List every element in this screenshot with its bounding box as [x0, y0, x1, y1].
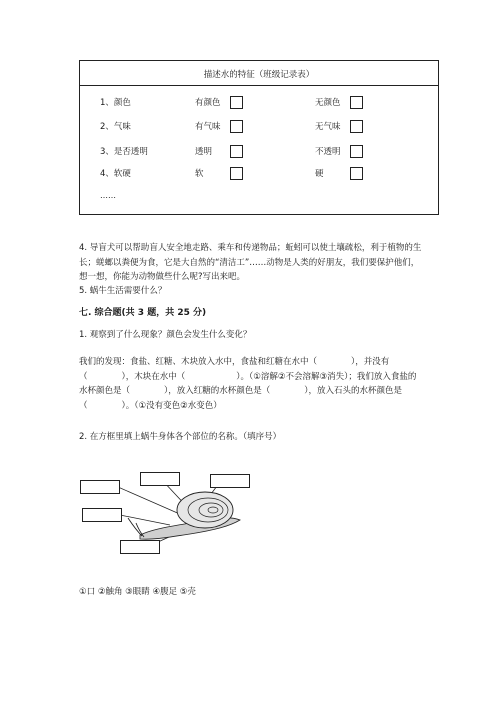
row-label: 4、软硬 [100, 169, 131, 179]
option-a-label: 软 [195, 169, 204, 179]
checkbox-b[interactable] [350, 167, 363, 180]
comprehensive-q1: 1. 观察到了什么现象？颜色会发生什么变化？ [79, 330, 252, 340]
section-7-heading: 七. 综合题(共 3 题，共 25 分) [79, 308, 207, 318]
option-b-label: 硬 [315, 169, 324, 179]
row-label: 3、是否透明 [100, 147, 148, 157]
title-divider [80, 85, 438, 86]
record-row-smell [80, 118, 438, 136]
record-ellipsis: …… [100, 191, 116, 200]
checkbox-b[interactable] [350, 145, 363, 158]
label-box-3[interactable] [210, 474, 250, 488]
label-box-2[interactable] [140, 472, 180, 486]
record-table-title: 描述水的特征（班级记录表） [203, 70, 315, 80]
row-label: 2、气味 [100, 122, 131, 132]
record-table [79, 60, 439, 215]
record-row-transparency [80, 143, 438, 161]
checkbox-a[interactable] [230, 120, 243, 133]
option-a-label: 有气味 [195, 122, 221, 132]
option-a-label: 透明 [195, 147, 213, 157]
snail-part-options: ①口 ②触角 ③眼睛 ④腹足 ⑤壳 [79, 587, 196, 597]
checkbox-a[interactable] [230, 167, 243, 180]
label-box-1[interactable] [80, 480, 120, 494]
snail-diagram [70, 460, 260, 570]
comprehensive-q1-answer: 我们的发现：食盐、红糖、木块放入水中，食盐和红糖在水中（ ），并没有（ ），木块在水中（ ）。（①溶解②不会溶解③消失）；我们放入食盐的水杯颜色是（ ），放入红糖的水杯颜色是（ ），放入石头的水杯颜色是（ ）。（①没有变色②水变色） [79, 357, 417, 411]
checkbox-b[interactable] [350, 96, 363, 109]
option-b-label: 无颜色 [315, 98, 341, 108]
label-box-5[interactable] [120, 540, 160, 554]
row-label: 1、颜色 [100, 98, 131, 108]
option-b-label: 无气味 [315, 122, 341, 132]
question-4: 4. 导盲犬可以帮助盲人安全地走路、乘车和传递物品；蚯蚓可以使土壤疏松，利于植物的生长；蜣螂以粪便为食，它是大自然的“清洁工”……动物是人类的好朋友，我们要保护他们，想一想，你能为动物做些什么呢?写出来吧。 [79, 243, 422, 282]
comprehensive-q2: 2. 在方框里填上蜗牛身体各个部位的名称。（填序号） [79, 432, 282, 442]
question-5: 5. 蜗牛生活需要什么？ [79, 286, 167, 296]
option-a-label: 有颜色 [195, 98, 221, 108]
checkbox-b[interactable] [350, 120, 363, 133]
label-box-4[interactable] [82, 508, 122, 522]
checkbox-a[interactable] [230, 96, 243, 109]
record-row-hardness [80, 165, 438, 183]
checkbox-a[interactable] [230, 145, 243, 158]
option-b-label: 不透明 [315, 147, 341, 157]
record-row-color [80, 94, 438, 112]
